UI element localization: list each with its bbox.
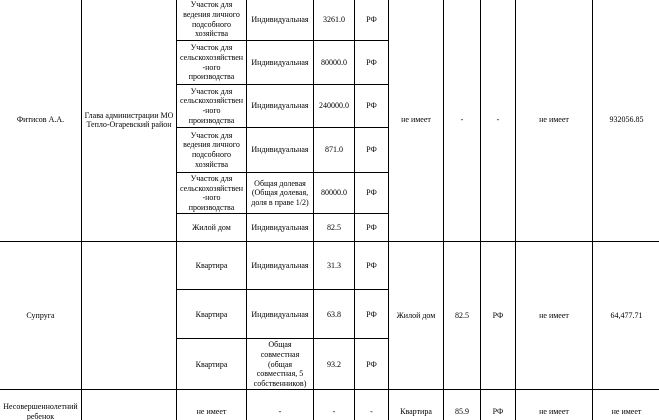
position-cell: Глава администрации МО Тепло-Огаревский район [82,0,177,242]
use-country-cell: - [481,0,516,242]
country-cell: РФ [355,214,389,242]
area-cell: 93.2 [314,339,355,390]
ownership-type-cell: Общая совместная (общая совместная, 5 собственников) [247,339,314,390]
property-type-cell: Квартира [177,290,247,339]
country-cell: РФ [355,41,389,85]
transport-cell: не имеет [516,0,593,242]
area-cell: 82.5 [314,214,355,242]
property-type-cell: Участок для сельскохозяйствен-ного производства [177,85,247,128]
ownership-type-cell: Индивидуальная [247,242,314,290]
ownership-type-cell: Индивидуальная [247,41,314,85]
country-cell: РФ [355,290,389,339]
name-cell: Супруга [0,242,82,390]
position-cell [82,242,177,390]
use-type-cell: не имеет [389,0,444,242]
area-cell: 871.0 [314,128,355,173]
property-type-cell: Участок для ведения личного подсобного хозяйства [177,128,247,173]
use-area-cell: 82.5 [444,242,481,390]
transport-cell: не имеет [516,242,593,390]
country-cell: РФ [355,85,389,128]
ownership-type-cell: Индивидуальная [247,128,314,173]
property-type-cell: Участок для ведения личного подсобного хозяйства [177,0,247,41]
ownership-type-cell: - [247,390,314,420]
property-type-cell: Участок для сельскохозяйствен-ного производства [177,173,247,214]
country-cell: РФ [355,242,389,290]
name-cell: Несовершеннолетний ребенок [0,390,82,420]
country-cell: - [355,390,389,420]
area-cell: 3261.0 [314,0,355,41]
use-country-cell: РФ [481,242,516,390]
area-cell: - [314,390,355,420]
ownership-type-cell: Индивидуальная [247,0,314,41]
use-area-cell: 85.9 [444,390,481,420]
use-country-cell: РФ [481,390,516,420]
property-type-cell: Квартира [177,339,247,390]
property-type-cell: Жилой дом [177,214,247,242]
use-area-cell: - [444,0,481,242]
country-cell: РФ [355,173,389,214]
ownership-type-cell: Общая долевая (Общая долевая, доля в праве 1/2) [247,173,314,214]
ownership-type-cell: Индивидуальная [247,85,314,128]
property-type-cell: не имеет [177,390,247,420]
area-cell: 240000.0 [314,85,355,128]
ownership-type-cell: Индивидуальная [247,214,314,242]
income-cell: 64,477.71 [593,242,659,390]
income-cell: не имеет [593,390,659,420]
name-cell: Фитисов А.А. [0,0,82,242]
income-cell: 932056.85 [593,0,659,242]
position-cell [82,390,177,420]
ownership-type-cell: Индивидуальная [247,290,314,339]
country-cell: РФ [355,339,389,390]
area-cell: 80000.0 [314,41,355,85]
area-cell: 80000.0 [314,173,355,214]
property-type-cell: Квартира [177,242,247,290]
area-cell: 63.8 [314,290,355,339]
area-cell: 31.3 [314,242,355,290]
country-cell: РФ [355,0,389,41]
use-type-cell: Жилой дом [389,242,444,390]
use-type-cell: Квартира [389,390,444,420]
country-cell: РФ [355,128,389,173]
property-type-cell: Участок для сельскохозяйствен-ного производства [177,41,247,85]
transport-cell: не имеет [516,390,593,420]
